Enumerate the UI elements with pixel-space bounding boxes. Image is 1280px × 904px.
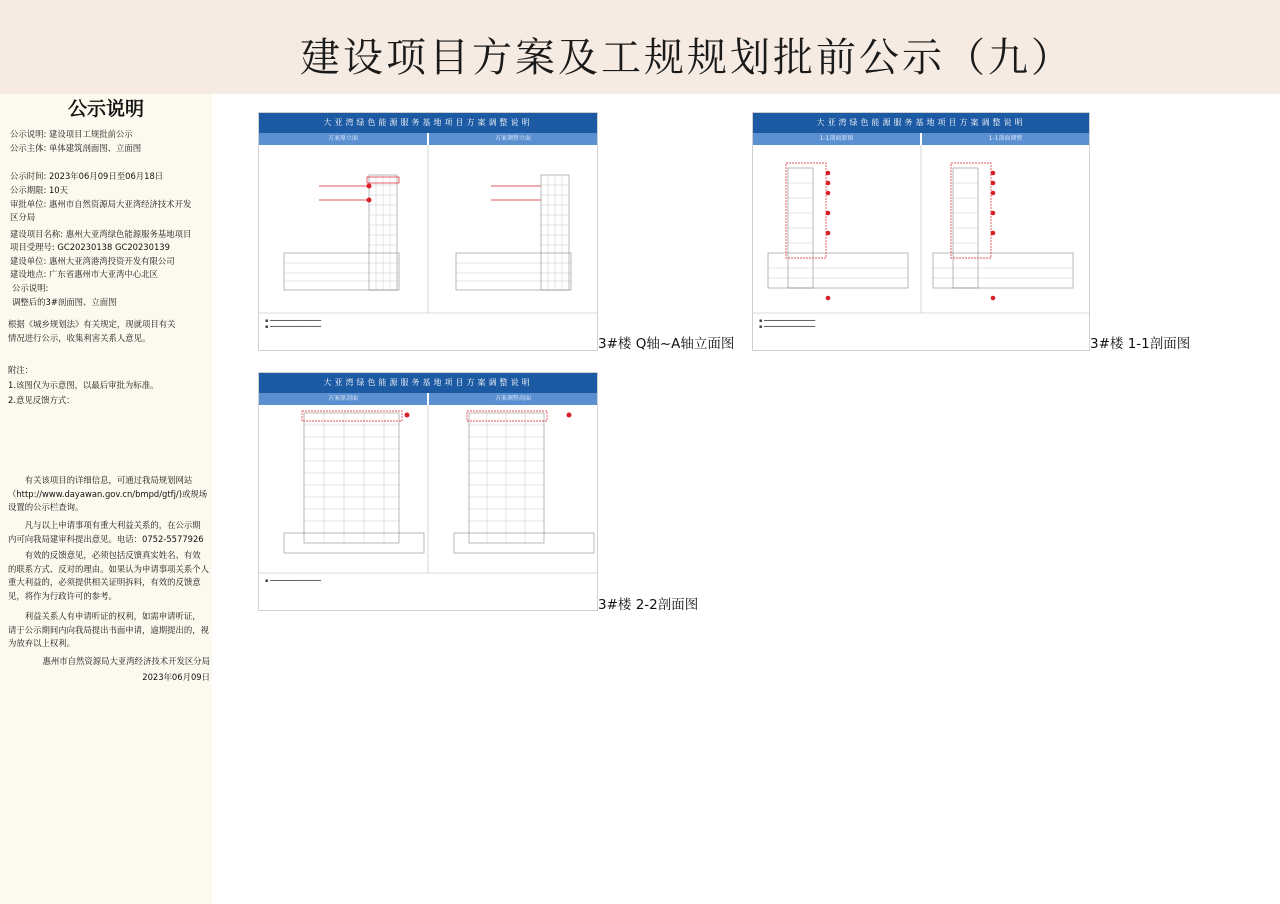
drawing-subtitle-right: 方案调整剖面 [429, 393, 597, 405]
drawing-subtitle-left: 1-1剖面原图 [753, 133, 920, 145]
notice-line: 公示时间: 2023年06月09日至06月18日 [10, 171, 164, 181]
notice-paragraph: 有效的反馈意见，必须包括反馈真实姓名、有效的联系方式、反对的理由。如果认为申请事项关系个人重大利益的，必须提供相关证明拆料，有效的反馈意见，将作为行政许可的参考。 [8, 550, 209, 601]
notice-line: 1.该图仅为示意图，以最后审批为标准。 [8, 380, 159, 390]
notice-line: 审批单位: 惠州市自然资源局大亚湾经济技术开发 [10, 199, 192, 209]
notice-title: 公示说明 [67, 98, 144, 120]
page-title: 建设项目方案及工规规划批前公示（九） [300, 35, 1074, 81]
figure-caption: 3#楼 Q轴~A轴立面图 [598, 336, 735, 352]
notice-line: 调整后的3#剖面图、立面图 [12, 297, 117, 307]
notice-line: 公示说明: [12, 283, 49, 293]
notice-signature: 惠州市自然资源局大亚湾经济技术开发区分局 [42, 656, 210, 666]
drawing-subtitle-left: 方案原剖面 [259, 393, 427, 405]
notice-paragraph: 凡与以上申请事项有重大利益关系的，在公示期内可向我局建审科提出意见。电话：0752-5577926 [8, 520, 204, 544]
section-drawing [753, 113, 1089, 350]
drawing-subtitle-right: 1-1剖面调整 [922, 133, 1089, 145]
page-header [0, 0, 1280, 94]
drawing-banner: 大亚湾绿色能源服务基地项目方案调整说明 [259, 113, 597, 133]
section-drawing [259, 373, 597, 610]
drawing-legend: ▪ ━━━━━━━━━━━━━━━━━ [265, 578, 322, 584]
notice-line: 建设项目名称: 惠州大亚湾绿色能源服务基地项目 [10, 229, 192, 239]
notice-line: 公示说明: 建设项目工规批前公示 [10, 129, 133, 139]
notice-sidebar [0, 94, 212, 904]
drawing-legend: ▪ ━━━━━━━━━━━━━━━━━ ▪ ━━━━━━━━━━━━━━━━━ [759, 318, 816, 330]
figure-caption: 3#楼 1-1剖面图 [1090, 336, 1191, 352]
notice-line: 公示期限: 10天 [10, 185, 69, 195]
notice-line: 2.意见反馈方式： [8, 395, 75, 405]
notice-paragraph: 利益关系人有申请听证的权利，如需申请听证，请于公示期间内向我局提出书面申请，逾期提出的，视为放弃以上权利。 [8, 611, 209, 649]
notice-line: 区分局 [10, 212, 36, 222]
drawing-section-2-2[interactable] [258, 372, 598, 611]
notice-line: 情况进行公示，收集利害关系人意见。 [8, 333, 151, 343]
drawing-section-1-1[interactable] [752, 112, 1090, 351]
drawing-subtitle-right: 方案调整立面 [429, 133, 597, 145]
notice-paragraph: 有关该项目的详细信息，可通过我局规划网站（http://www.dayawan.gov.cn/bmpd/gtfj/)或规场设置的公示栏查询。 [8, 475, 208, 513]
elevation-drawing [259, 113, 597, 350]
drawing-legend: ▪ ━━━━━━━━━━━━━━━━━ ▪ ━━━━━━━━━━━━━━━━━ [265, 318, 322, 330]
notice-line: 建设地点: 广东省惠州市大亚湾中心北区 [10, 269, 158, 279]
figure-caption: 3#楼 2-2剖面图 [598, 597, 699, 613]
drawing-elevation-qa[interactable] [258, 112, 598, 351]
drawing-banner: 大亚湾绿色能源服务基地项目方案调整说明 [259, 373, 597, 393]
notice-line: 附注： [8, 365, 34, 375]
drawing-banner: 大亚湾绿色能源服务基地项目方案调整说明 [753, 113, 1089, 133]
drawing-subtitle-left: 方案原立面 [259, 133, 427, 145]
notice-line: 公示主体: 单体建筑剖面图、立面图 [10, 143, 142, 153]
notice-line: 根据《城乡规划法》有关规定，现就项目有关 [8, 319, 176, 329]
notice-line: 建设单位: 惠州大亚湾港湾投资开发有限公司 [10, 256, 175, 266]
notice-date: 2023年06月09日 [142, 672, 210, 682]
notice-line: 项目受理号: GC20230138 GC20230139 [10, 242, 170, 252]
